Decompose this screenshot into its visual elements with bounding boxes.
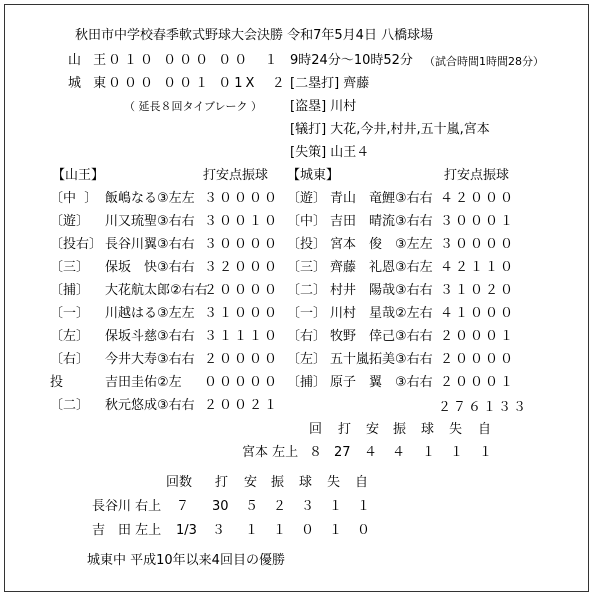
player-position: 〔三〕: [287, 260, 327, 275]
player-position: 〔三〕: [50, 260, 90, 275]
pitcher-stat: １: [357, 499, 371, 514]
player-stats: ２００００: [204, 283, 280, 298]
player-name: 村井 陽哉③右右: [330, 283, 433, 298]
pitcher-stat: ４: [392, 445, 406, 460]
player-position: 〔捕〕: [50, 283, 90, 298]
player-name: 飯嶋なる③左左: [105, 191, 195, 206]
pitcher-name: 長谷川 右上: [92, 499, 162, 514]
pitcher-stat: １: [422, 445, 436, 460]
player-stats: ２００２１: [204, 398, 280, 413]
player-position: 〔右〕: [50, 352, 90, 367]
player-name: 吉田 晴流③右右: [330, 214, 433, 229]
pitching-header-cell: 失: [327, 475, 341, 490]
player-stats: ３１１１０: [204, 329, 280, 344]
pitcher-stat: １: [329, 523, 343, 538]
left-box-stat-header: 打安点振球: [203, 168, 269, 183]
pitching-header-cell: 自: [478, 422, 492, 437]
pitcher-name: 吉 田 左上: [92, 523, 162, 538]
player-name: 保坂斗慈③右右: [105, 329, 195, 344]
pitcher-stat: ５: [245, 499, 259, 514]
player-stats: ２００００: [440, 352, 516, 367]
pitcher-stat: ４: [364, 445, 378, 460]
player-position: 〔投〕: [287, 237, 327, 252]
right-box-team: 【城東】: [287, 168, 340, 183]
team-name-1: 山 王: [68, 53, 111, 68]
player-name: 宮本 俊 ③左左: [330, 237, 433, 252]
pitcher-stat: ７: [176, 499, 190, 514]
player-position: 〔遊〕: [50, 214, 90, 229]
team-name-2: 城 東: [68, 76, 111, 91]
game-time: 9時24分～10時52分: [290, 53, 413, 68]
player-stats: ４２０００: [440, 191, 516, 206]
player-position: 〔捕〕: [287, 375, 327, 390]
player-name: 川村 星哉②左右: [330, 306, 433, 321]
player-position: 〔右〕: [287, 329, 327, 344]
pitcher-stat: １: [245, 523, 259, 538]
player-name: 牧野 倖己③右右: [330, 329, 433, 344]
player-stats: ４１０００: [440, 306, 516, 321]
player-name: 青山 竜鯉③右右: [330, 191, 433, 206]
note-error: [失策] 山王４: [290, 145, 370, 160]
right-box-stat-header: 打安点振球: [444, 168, 510, 183]
player-position: 〔左〕: [287, 352, 327, 367]
player-name: 吉田圭佑②左: [105, 375, 182, 390]
note-steal: [盗塁] 川村: [290, 99, 357, 114]
player-name: 保坂 快③右右: [105, 260, 195, 275]
page-title: 秋田市中学校春季軟式野球大会決勝 令和7年5月4日 八橋球場: [75, 28, 434, 43]
player-position: 〔二〕: [50, 398, 90, 413]
pitcher-stat: ３: [212, 523, 226, 538]
player-position: 〔左〕: [50, 329, 90, 344]
player-name: 長谷川翼③右右: [105, 237, 195, 252]
player-stats: ０００００: [204, 375, 280, 390]
pitcher-stat: 30: [212, 499, 229, 514]
player-position: 〔一〕: [50, 306, 90, 321]
left-box-team: 【山王】: [52, 168, 105, 183]
pitching-header-cell: 球: [299, 475, 313, 490]
pitching-header-cell: 振: [271, 475, 285, 490]
player-position: 〔中 〕: [50, 191, 98, 206]
player-stats: ２０００１: [440, 375, 516, 390]
game-duration: （試合時間1時間28分）: [424, 55, 544, 68]
pitching-header-cell: 回: [309, 422, 323, 437]
pitching-header-cell: 失: [449, 422, 463, 437]
pitcher-stat: 27: [334, 445, 351, 460]
player-position: 〔遊〕: [287, 191, 327, 206]
pitching-header-cell: 安: [366, 422, 380, 437]
player-stats: ３００００: [204, 237, 280, 252]
pitching-header-cell: 打: [338, 422, 352, 437]
pitcher-name: 宮本 左上: [242, 445, 299, 460]
pitcher-stat: ８: [309, 445, 323, 460]
pitcher-stat: ０: [357, 523, 371, 538]
player-stats: ３１０００: [204, 306, 280, 321]
pitching-header-cell: 回数: [166, 475, 193, 490]
player-name: 川越はる③左左: [105, 306, 195, 321]
pitcher-stat: 1/3: [176, 523, 197, 538]
player-name: 五十嵐拓美③右右: [330, 352, 433, 367]
player-name: 秋元悠成③右右: [105, 398, 195, 413]
player-name: 齊藤 礼恩③右左: [330, 260, 433, 275]
player-stats: ３０００１: [440, 214, 516, 229]
pitcher-stat: ３: [301, 499, 315, 514]
pitcher-stat: ０: [301, 523, 315, 538]
pitcher-stat: ２: [273, 499, 287, 514]
player-stats: ３１０２０: [440, 283, 516, 298]
player-name: 今井大寿③右右: [105, 352, 195, 367]
right-box-total: ２７６１３３: [438, 400, 529, 415]
player-position: 〔中〕: [287, 214, 327, 229]
player-position: 投: [50, 375, 64, 390]
pitcher-stat: １: [273, 523, 287, 538]
player-position: 〔投右〕: [50, 237, 103, 252]
player-stats: ３００００: [204, 191, 280, 206]
player-name: 大花航太郎②右右: [105, 283, 208, 298]
pitching-header-cell: 自: [355, 475, 369, 490]
pitching-header-cell: 球: [421, 422, 435, 437]
pitcher-stat: １: [450, 445, 464, 460]
player-position: 〔一〕: [287, 306, 327, 321]
player-stats: ２００００: [204, 352, 280, 367]
player-stats: ４２１１０: [440, 260, 516, 275]
team-score-1: ０１０ ０００ ００ １: [108, 53, 281, 68]
player-name: 川又琉聖③右右: [105, 214, 195, 229]
tiebreak-note: （ 延長８回タイブレーク ）: [124, 100, 263, 113]
pitcher-stat: １: [479, 445, 493, 460]
player-stats: ２０００１: [440, 329, 516, 344]
team-score-2: ０００ ００１ ０1X ２: [108, 76, 288, 91]
note-double: [二塁打] 齊藤: [290, 76, 370, 91]
player-position: 〔二〕: [287, 283, 327, 298]
player-stats: ３００１０: [204, 214, 280, 229]
footer-note: 城東中 平成10年以来4回目の優勝: [87, 553, 285, 568]
pitching-header-cell: 打: [215, 475, 229, 490]
player-stats: ３２０００: [204, 260, 280, 275]
note-sacrifice: [犠打] 大花,今井,村井,五十嵐,宮本: [290, 122, 490, 137]
pitching-header-cell: 振: [393, 422, 407, 437]
player-name: 原子 翼 ③右右: [330, 375, 433, 390]
pitcher-stat: １: [329, 499, 343, 514]
player-stats: ３００００: [440, 237, 516, 252]
pitching-header-cell: 安: [244, 475, 258, 490]
